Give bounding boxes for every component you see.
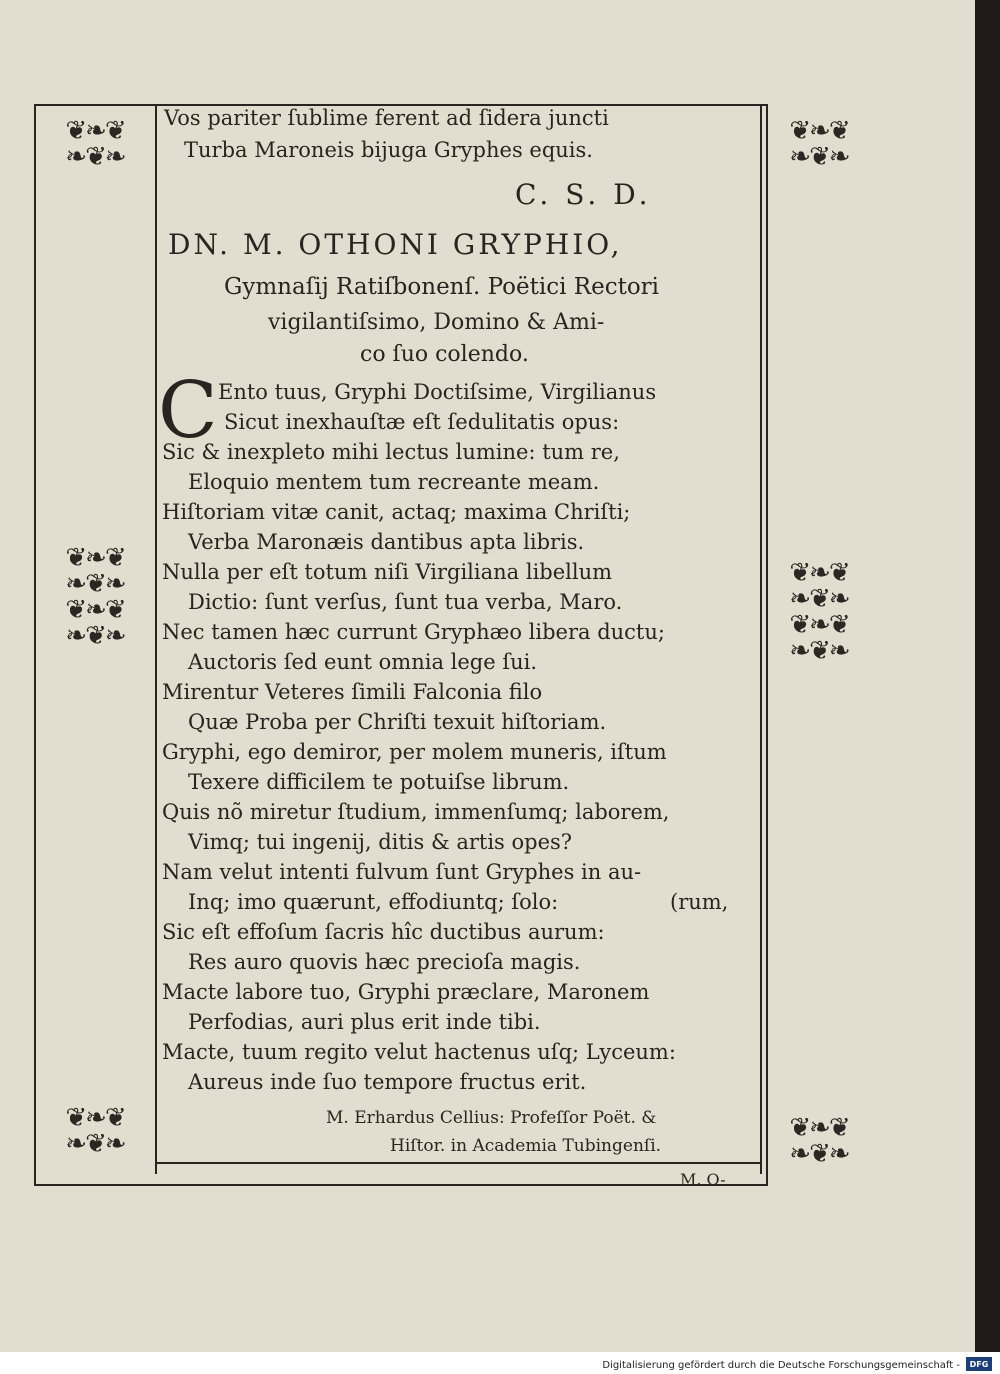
page-edge bbox=[975, 0, 1000, 1352]
intro-line: Turba Maroneis bijuga Gryphes equis. bbox=[184, 138, 593, 162]
run-over: (rum, bbox=[670, 890, 729, 914]
poem-line: Vimq; tui ingenij, ditis & artis opes? bbox=[188, 830, 573, 854]
frame-right-rule bbox=[760, 104, 762, 1174]
poem-line: Eloquio mentem tum recreante meam. bbox=[188, 470, 600, 494]
dedication-title: DN. M. OTHONI GRYPHIO, bbox=[168, 228, 623, 261]
poem-line: Macte, tuum regito velut hactenus uſq; Lyceum: bbox=[162, 1040, 676, 1064]
csd-heading: C. S. D. bbox=[515, 178, 652, 211]
digitization-footer bbox=[0, 1352, 1000, 1374]
poem-line: Res auro quovis hæc precioſa magis. bbox=[188, 950, 581, 974]
poem-line: Nec tamen hæc currunt Gryphæo libera ductu; bbox=[162, 620, 665, 644]
ornament-left-top: ❦❧❦ ❧❦❧ bbox=[65, 116, 125, 172]
poem-line: Auctoris ſed eunt omnia lege ſui. bbox=[188, 650, 538, 674]
drop-cap: C bbox=[158, 366, 218, 456]
poem-line: Sic & inexpleto mihi lectus lumine: tum re, bbox=[162, 440, 620, 464]
dfg-logo-icon: DFG bbox=[966, 1357, 992, 1371]
dedication-line: co ſuo colendo. bbox=[360, 342, 529, 367]
poem-line: Texere difficilem te potuiſse librum. bbox=[188, 770, 570, 794]
poem-line: Perfodias, auri plus erit inde tibi. bbox=[188, 1010, 541, 1034]
poem-line: Quæ Proba per Chriſti texuit hiſtoriam. bbox=[188, 710, 607, 734]
poem-line: Macte labore tuo, Gryphi præclare, Maronem bbox=[162, 980, 650, 1004]
poem-line: Inq; imo quærunt, effodiuntq; ſolo: bbox=[188, 890, 559, 914]
ornament-left-middle: ❦❧❦ ❧❦❧ ❦❧❦ ❧❦❧ bbox=[65, 543, 125, 651]
signature-line: M. Erhardus Cellius: Profeſſor Poët. & bbox=[326, 1108, 657, 1128]
dedication-line: vigilantiſsimo, Domino & Ami- bbox=[268, 310, 605, 335]
poem-line: Verba Maronæis dantibus apta libris. bbox=[188, 530, 585, 554]
frame-left-rule bbox=[155, 104, 157, 1174]
dedication-line: Gymnaſij Ratiſbonenſ. Poëtici Rectori bbox=[224, 274, 660, 300]
ornament-left-bottom: ❦❧❦ ❧❦❧ bbox=[65, 1103, 125, 1159]
ornament-right-top: ❦❧❦ ❧❦❧ bbox=[789, 116, 849, 172]
poem-line: Mirentur Veteres ſimili Falconia filo bbox=[162, 680, 543, 704]
ornament-right-middle: ❦❧❦ ❧❦❧ ❦❧❦ ❧❦❧ bbox=[789, 558, 849, 666]
poem-line: Nam velut intenti fulvum ſunt Gryphes in au- bbox=[162, 860, 642, 884]
poem-line: Hiſtoriam vitæ canit, actaq; maxima Chriſti; bbox=[162, 500, 631, 524]
poem-line: Sicut inexhauſtæ eſt ſedulitatis opus: bbox=[224, 410, 620, 434]
poem-line: Aureus inde ſuo tempore fructus erit. bbox=[188, 1070, 587, 1094]
poem-line: Sic eſt effoſum ſacris hîc ductibus aurum: bbox=[162, 920, 605, 944]
catchword: M. O- bbox=[680, 1170, 726, 1189]
signature-line: Hiſtor. in Academia Tubingenſi. bbox=[390, 1136, 662, 1156]
intro-line: Vos pariter ſublime ferent ad ſidera juncti bbox=[164, 106, 609, 130]
ornament-right-bottom: ❦❧❦ ❧❦❧ bbox=[789, 1113, 849, 1169]
frame-bottom-rule bbox=[155, 1162, 762, 1164]
poem-line: Quis nõ miretur ſtudium, immenſumq; laborem, bbox=[162, 800, 670, 824]
poem-line: Dictio: ſunt verſus, ſunt tua verba, Maro. bbox=[188, 590, 623, 614]
poem-line: Gryphi, ego demiror, per molem muneris, iſtum bbox=[162, 740, 667, 764]
poem-line: Ento tuus, Gryphi Doctiſsime, Virgilianus bbox=[218, 380, 657, 404]
poem-line: Nulla per eſt totum niſi Virgiliana libellum bbox=[162, 560, 613, 584]
footer-credit: Digitalisierung gefördert durch die Deutsche Forschungsgemeinschaft - bbox=[602, 1360, 960, 1371]
